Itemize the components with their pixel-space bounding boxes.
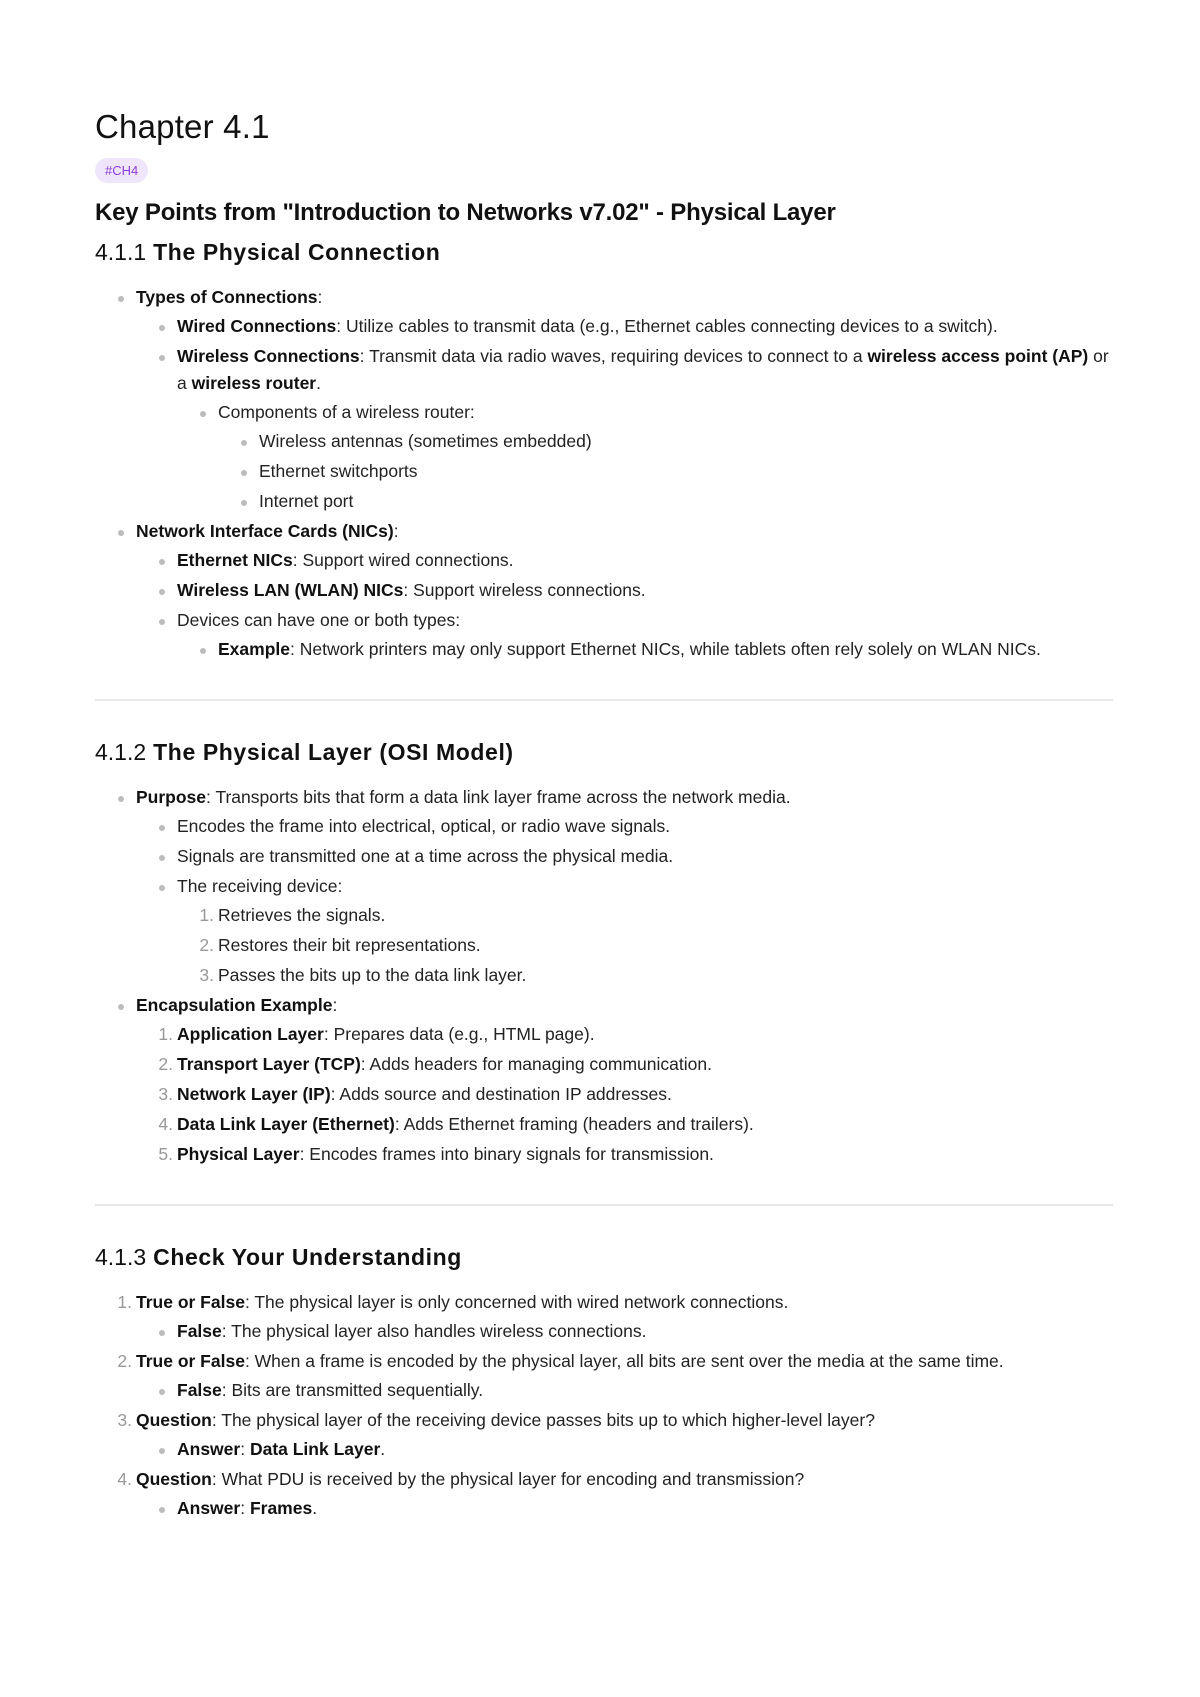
physical-layer-list [54,784,1113,1168]
list-item: 4. Data Link Layer (Ethernet): Adds Ethernet framing (headers and trailers). [158,1114,754,1134]
list-item: Wireless LAN (WLAN) NICs: Support wireless connections. [136,577,1113,604]
list-item: 1. Retrieves the signals. [199,905,386,925]
list-item: 2. Transport Layer (TCP): Adds headers for managing communication. [158,1054,712,1074]
list-item: Devices can have one or both types: Example: Network printers may only support Ethernet NICs, while tablets often rely solely on WLAN NICs. [136,607,1113,663]
list-item: False: The physical layer also handles wireless connections. [136,1318,1113,1345]
list-item: Ethernet switchports [218,458,1113,485]
list-item: Internet port [218,488,1113,515]
list-item: Answer: Frames. [136,1495,1113,1522]
chapter-tag[interactable]: #CH4 [95,158,148,183]
check-understanding-list [54,1289,1113,1522]
page-title: Chapter 4.1 [95,108,270,145]
list-item: Components of a wireless router: Wireless antennas (sometimes embedded) Ethernet switchports Internet port [177,399,1113,515]
list-item: 3. Network Layer (IP): Adds source and destination IP addresses. [158,1084,672,1104]
list-item: 5. Physical Layer: Encodes frames into binary signals for transmission. [158,1144,714,1164]
list-item: Types of Connections: Wired Connections: Utilize cables to transmit data (e.g., Ethernet cables connecting devices to a switch). Wireless Connections: Transmit data via radio waves, requiring devices to connect to a wireless access point (AP) or a wireless router. Components of a wireless router: Wireless antennas (sometimes embedded) Ethernet switchports Internet port [95,284,1113,515]
list-item: Ethernet NICs: Support wired connections. [136,547,1113,574]
list-item: Example: Network printers may only support Ethernet NICs, while tablets often rely solely on WLAN NICs. [177,636,1113,663]
list-item: Network Interface Cards (NICs): Ethernet NICs: Support wired connections. Wireless LAN (WLAN) NICs: Support wireless connections. Devices can have one or both types: Example: Network printers may only support Ethernet NICs, while tablets often rely solely on WLAN NICs. [95,518,1113,663]
section-divider [95,699,1113,701]
list-item: 3. Passes the bits up to the data link layer. [199,965,527,985]
list-item: 1. Application Layer: Prepares data (e.g., HTML page). [158,1024,595,1044]
section-heading-4-1-3: 4.1.3 Check Your Understanding [95,1244,462,1270]
list-item: 1. True or False: The physical layer is only concerned with wired network connections. False: The physical layer also handles wireless connections. [95,1289,1113,1345]
list-item: 2. Restores their bit representations. [199,935,481,955]
physical-connection-list [54,284,1113,663]
list-item: 3. Question: The physical layer of the receiving device passes bits up to which higher-level layer? Answer: Data Link Layer. [95,1407,1113,1463]
section-heading-4-1-2: 4.1.2 The Physical Layer (OSI Model) [95,739,514,765]
list-item: The receiving device: 1. Retrieves the signals. 2. Restores their bit representations. 3. Passes the bits up to the data link layer. [136,873,1113,989]
list-item: Purpose: Transports bits that form a data link layer frame across the network media. Encodes the frame into electrical, optical, or radio wave signals. Signals are transmitted one at a time across the physical media. The receiving device: 1. Retrieves the signals. 2. Restores their bit representations. 3. Passes the bits up to the data link layer. [95,784,1113,989]
document-subtitle: Key Points from "Introduction to Networks v7.02" - Physical Layer [95,199,836,226]
list-item: False: Bits are transmitted sequentially. [136,1377,1113,1404]
list-item: Signals are transmitted one at a time across the physical media. [136,843,1113,870]
section-heading-4-1-1: 4.1.1 The Physical Connection [95,239,441,265]
list-item: Encapsulation Example: 1. Application Layer: Prepares data (e.g., HTML page). 2. Transport Layer (TCP): Adds headers for managing communication. 3. Network Layer (IP): Adds source and destination IP addresses. 4. Data Link Layer (Ethernet): Adds Ethernet framing (headers and trailers). 5. Physical Layer: Encodes frames into binary signals for transmission. [95,992,1113,1168]
list-item: Wireless Connections: Transmit data via radio waves, requiring devices to connect to a wireless access point (AP) or a wireless router. Components of a wireless router: Wireless antennas (sometimes embedded) Ethernet switchports Internet port [136,343,1113,515]
list-item: 4. Question: What PDU is received by the physical layer for encoding and transmission? Answer: Frames. [95,1466,1113,1522]
list-item: Wired Connections: Utilize cables to transmit data (e.g., Ethernet cables connecting devices to a switch). [136,313,1113,340]
list-item: Encodes the frame into electrical, optical, or radio wave signals. [136,813,1113,840]
list-item: Answer: Data Link Layer. [136,1436,1113,1463]
section-divider [95,1204,1113,1206]
list-item: Wireless antennas (sometimes embedded) [218,428,1113,455]
list-item: 2. True or False: When a frame is encoded by the physical layer, all bits are sent over the media at the same time. False: Bits are transmitted sequentially. [95,1348,1113,1404]
